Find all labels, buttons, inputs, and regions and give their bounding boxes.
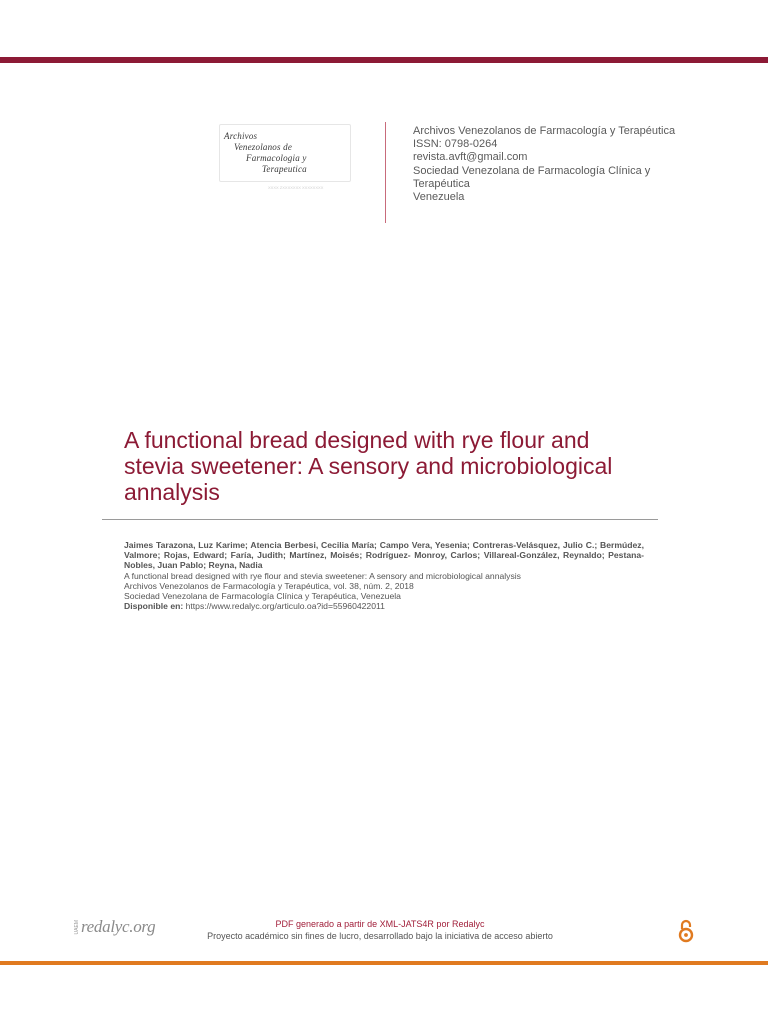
top-accent-bar [0, 57, 768, 63]
logo-line-3: Farmacologia y [246, 153, 307, 163]
citation-journal: Archivos Venezolanos de Farmacología y Terapéutica, vol. 38, núm. 2, 2018 [124, 580, 414, 591]
journal-issn: ISSN: 0798-0264 [413, 138, 498, 151]
journal-name: Archivos Venezolanos de Farmacología y Terapéutica [413, 125, 676, 137]
journal-country: Venezuela [413, 191, 465, 204]
uaem-label: UAEM [74, 920, 80, 935]
authors-list: Jaimes Tarazona, Luz Karime; Atencia Berbesi, Cecilia María; Campo Vera, Yesenia; Contreras-Velásquez, Julio C.; Bermúdez, Valmore; Rojas, Edward; Faría, Judith; Martínez, Moisés; Rodríguez- Monroy, Carlos; Villareal-González, Reynaldo; Pestana-Nobles, Juan Pablo; Reyna, Nadia [124, 540, 644, 571]
redalyc-wordmark: redalyc.org [81, 917, 156, 936]
footer-project-note: Proyecto académico sin fines de lucro, desarrollado bajo la iniciativa de acceso abierto [207, 931, 553, 941]
logo-line-1: Archivos [224, 131, 258, 141]
citation-publisher: Sociedad Venezolana de Farmacología Clínica y Terapéutica, Venezuela [124, 591, 401, 602]
footer-text [180, 918, 580, 942]
article-url-link[interactable]: https://www.redalyc.org/articulo.oa?id=55960422011 [185, 601, 385, 612]
journal-logo [219, 124, 351, 182]
logo-line-4: Terapeutica [262, 164, 307, 174]
redalyc-logo[interactable] [74, 917, 166, 941]
open-access-icon [676, 918, 696, 944]
header-divider [385, 122, 386, 223]
article-title: A functional bread designed with rye flour and stevia sweetener: A sensory and microbiological annalysis [124, 427, 613, 505]
availability [124, 601, 644, 611]
title-divider [102, 519, 658, 520]
logo-subtitle: XXXX ZXXXXXXX XXXXXXXX [268, 185, 324, 190]
footer-generated-note: PDF generado a partir de XML-JATS4R por Redalyc [275, 919, 485, 929]
journal-info [413, 125, 683, 204]
journal-publisher: Sociedad Venezolana de Farmacología Clínica y Terapéutica [413, 164, 651, 190]
availability-label: Disponible en: [124, 601, 184, 612]
journal-email[interactable]: revista.avft@gmail.com [413, 151, 528, 164]
logo-line-2: Venezolanos de [234, 142, 293, 152]
bottom-accent-bar [0, 961, 768, 965]
citation-block [124, 540, 644, 611]
citation-title: A functional bread designed with rye flour and stevia sweetener: A sensory and microbiological annalysis [124, 570, 521, 581]
